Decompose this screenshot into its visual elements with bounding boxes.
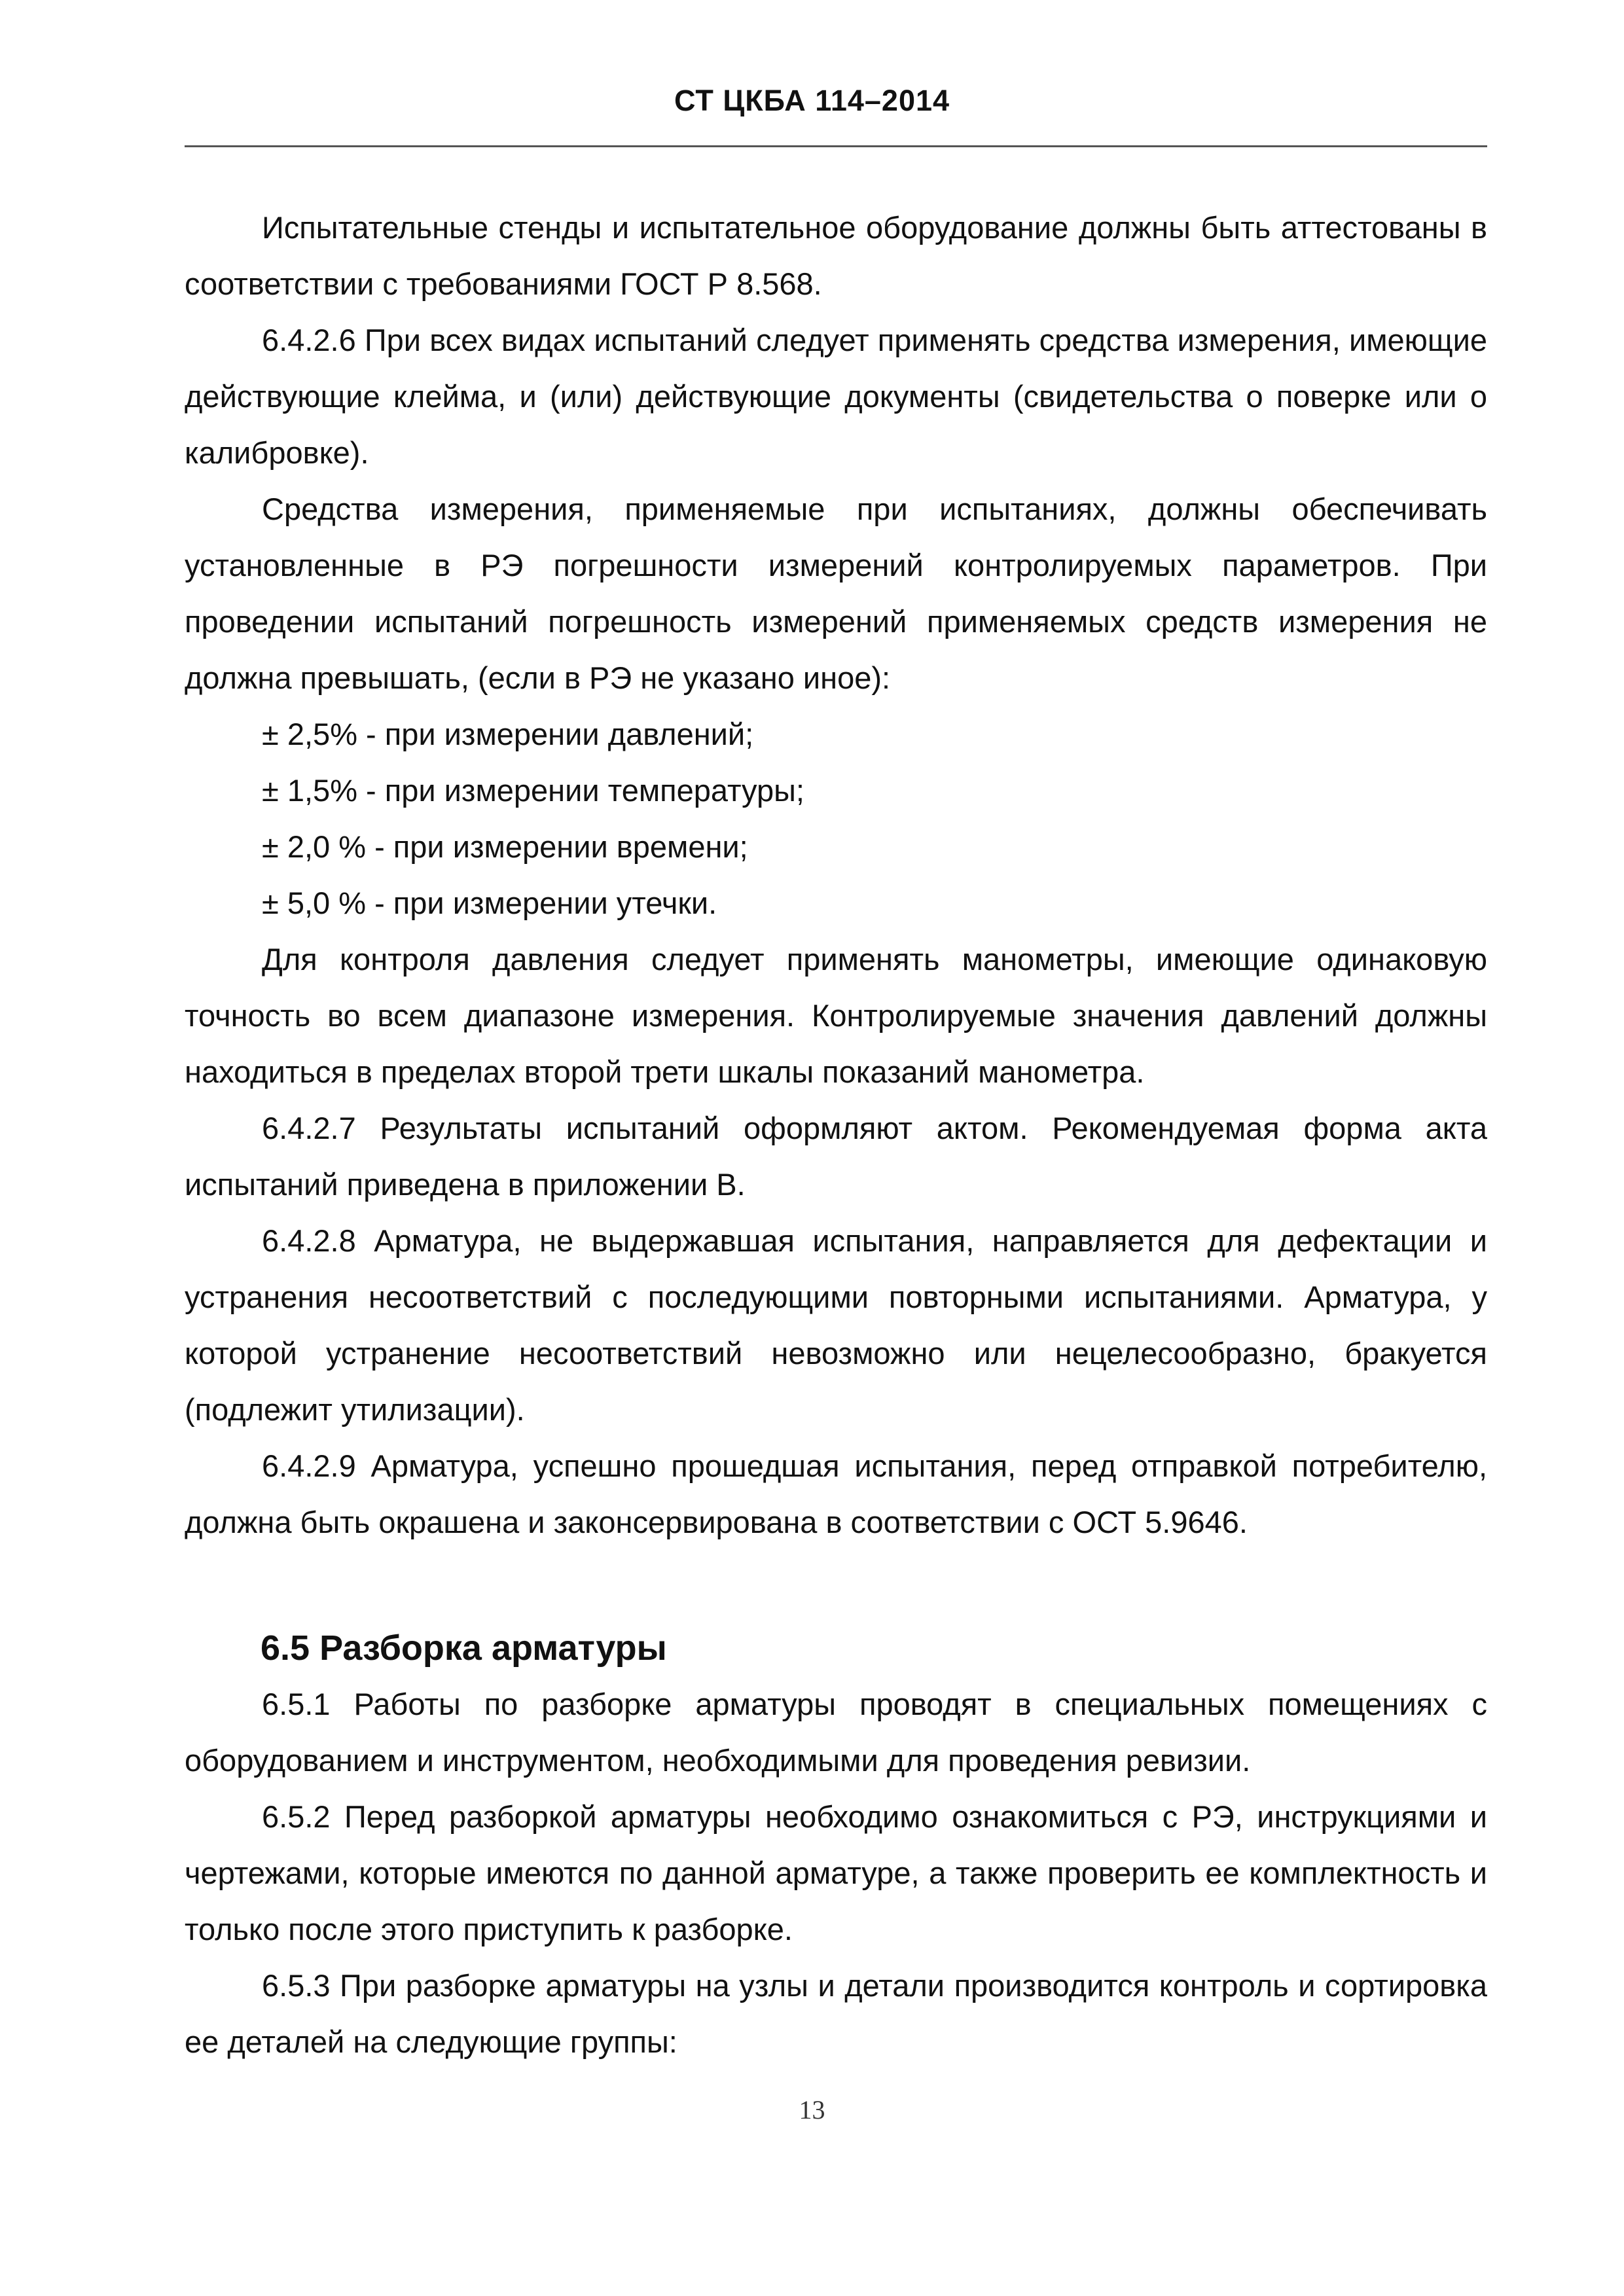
paragraph-6-5-2: 6.5.2 Перед разборкой арматуры необходимо ознакомиться с РЭ, инструкциями и чертежами, которые имеются по данной арматуре, а также проверить ее комплектность и только после этого приступить к разборке. <box>185 1799 1487 1946</box>
section-heading-6-5: 6.5 Разборка арматуры <box>261 1628 667 1668</box>
paragraph-6-5-1: 6.5.1 Работы по разборке арматуры проводят в специальных помещениях с оборудованием и инструментом, необходимыми для проведения ревизии. <box>185 1687 1487 1778</box>
page-body <box>185 200 1487 2070</box>
tolerance-item-time: ± 2,0 % - при измерении времени; <box>262 829 748 864</box>
page-number: 13 <box>799 2095 825 2125</box>
paragraph-6-4-2-9: 6.4.2.9 Арматура, успешно прошедшая испытания, перед отправкой потребителю, должна быть окрашена и законсервирована в соответствии с ОСТ 5.9646. <box>185 1448 1487 1539</box>
tolerance-item-pressure: ± 2,5% - при измерении давлений; <box>262 717 754 751</box>
paragraph-6-4-2-7: 6.4.2.7 Результаты испытаний оформляют актом. Рекомендуемая форма акта испытаний приведена в приложении В. <box>185 1111 1487 1202</box>
paragraph-measurement-accuracy: Средства измерения, применяемые при испытаниях, должны обеспечивать установленные в РЭ погрешности измерений контролируемых параметров. При проведении испытаний погрешность измерений применяемых средств измерения не должна превышать, (если в РЭ не указано иное): <box>185 492 1487 695</box>
header-rule <box>185 145 1487 147</box>
paragraph-6-4-2-8: 6.4.2.8 Арматура, не выдержавшая испытания, направляется для дефектации и устранения несоответствий с последующими повторными испытаниями. Арматура, у которой устранение несоответствий невозможно или нецелесообразно, бракуется (подлежит утилизации). <box>185 1223 1487 1427</box>
paragraph-test-stands: Испытательные стенды и испытательное оборудование должны быть аттестованы в соответствии с требованиями ГОСТ Р 8.568. <box>185 210 1487 301</box>
document-code-header: СТ ЦКБА 114–2014 <box>674 84 950 117</box>
paragraph-6-4-2-6: 6.4.2.6 При всех видах испытаний следует применять средства измерения, имеющие действующие клейма, и (или) действующие документы (свидетельства о поверке или о калибровке). <box>185 323 1487 470</box>
paragraph-manometers: Для контроля давления следует применять манометры, имеющие одинаковую точность во всем диапазоне измерения. Контролируемые значения давлений должны находиться в пределах второй трети шкалы показаний манометра. <box>185 942 1487 1089</box>
paragraph-6-5-3: 6.5.3 При разборке арматуры на узлы и детали производится контроль и сортировка ее деталей на следующие группы: <box>185 1968 1487 2059</box>
tolerance-item-leakage: ± 5,0 % - при измерении утечки. <box>262 886 717 920</box>
tolerance-item-temperature: ± 1,5% - при измерении температуры; <box>262 773 804 808</box>
